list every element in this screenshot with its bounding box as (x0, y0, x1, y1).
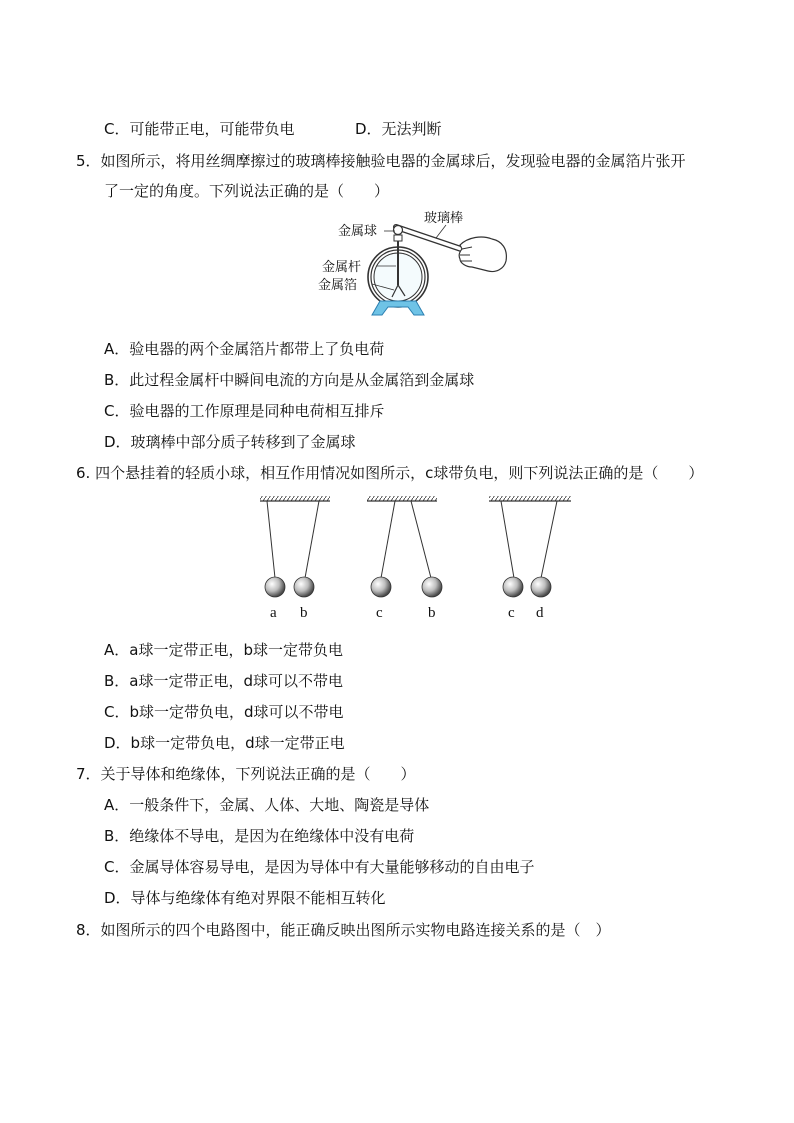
q5-option-b: B．此过程金属杆中瞬间电流的方向是从金属箔到金属球 (104, 371, 475, 389)
ball-pair-cb (367, 496, 442, 621)
label-metal-foil: 金属箔 (318, 278, 358, 293)
q5-option-d: D．玻璃棒中部分质子转移到了金属球 (104, 433, 356, 451)
q4-option-c: C．可能带正电，可能带负电 (104, 120, 295, 138)
q7-option-c: C．金属导体容易导电，是因为导体中有大量能够移动的自由电子 (104, 858, 535, 876)
q7-option-a: A．一般条件下，金属、人体、大地、陶瓷是导体 (104, 796, 430, 814)
q6-option-a: A．a球一定带正电，b球一定带负电 (104, 641, 343, 659)
q5-option-a: A．验电器的两个金属箔片都带上了负电荷 (104, 340, 385, 358)
ball-label-c: c (376, 605, 383, 621)
q8-stem: 8．如图所示的四个电路图中，能正确反映出图所示实物电路连接关系的是（ ） (76, 921, 611, 939)
q7-option-d: D．导体与绝缘体有绝对界限不能相互转化 (104, 889, 386, 907)
ball-label-b: b (300, 605, 308, 621)
ball-label-b-2: b (428, 605, 436, 621)
q6-option-b: B．a球一定带正电，d球可以不带电 (104, 672, 344, 690)
q6-option-c: C．b球一定带负电，d球可以不带电 (104, 703, 344, 721)
electroscope-figure (310, 205, 520, 330)
ball-pair-cd (489, 496, 571, 621)
q5-stem-line2: 了一定的角度。下列说法正确的是（ ） (104, 182, 390, 200)
q6-option-d: D．b球一定带负电，d球一定带正电 (104, 734, 345, 752)
ball-label-c-2: c (508, 605, 515, 621)
q4-option-d: D．无法判断 (355, 120, 442, 138)
q5-option-c: C．验电器的工作原理是同种电荷相互排斥 (104, 402, 385, 420)
ball-label-d: d (536, 605, 544, 621)
label-metal-stem: 金属杆 (322, 260, 362, 275)
label-metal-ball: 金属球 (338, 224, 378, 239)
q7-option-b: B．绝缘体不导电，是因为在绝缘体中没有电荷 (104, 827, 415, 845)
q7-stem: 7．关于导体和绝缘体，下列说法正确的是（ ） (76, 765, 416, 783)
q6-stem: 6. 四个悬挂着的轻质小球，相互作用情况如图所示，c球带负电，则下列说法正确的是（ ） (76, 464, 704, 482)
q5-stem-line1: 5．如图所示，将用丝绸摩擦过的玻璃棒接触验电器的金属球后，发现验电器的金属箔片张开 (76, 152, 686, 170)
hanging-balls-figure (245, 492, 585, 622)
ball-pair-ab (260, 496, 330, 621)
ball-label-a: a (270, 605, 277, 621)
label-glass-rod: 玻璃棒 (424, 211, 464, 226)
